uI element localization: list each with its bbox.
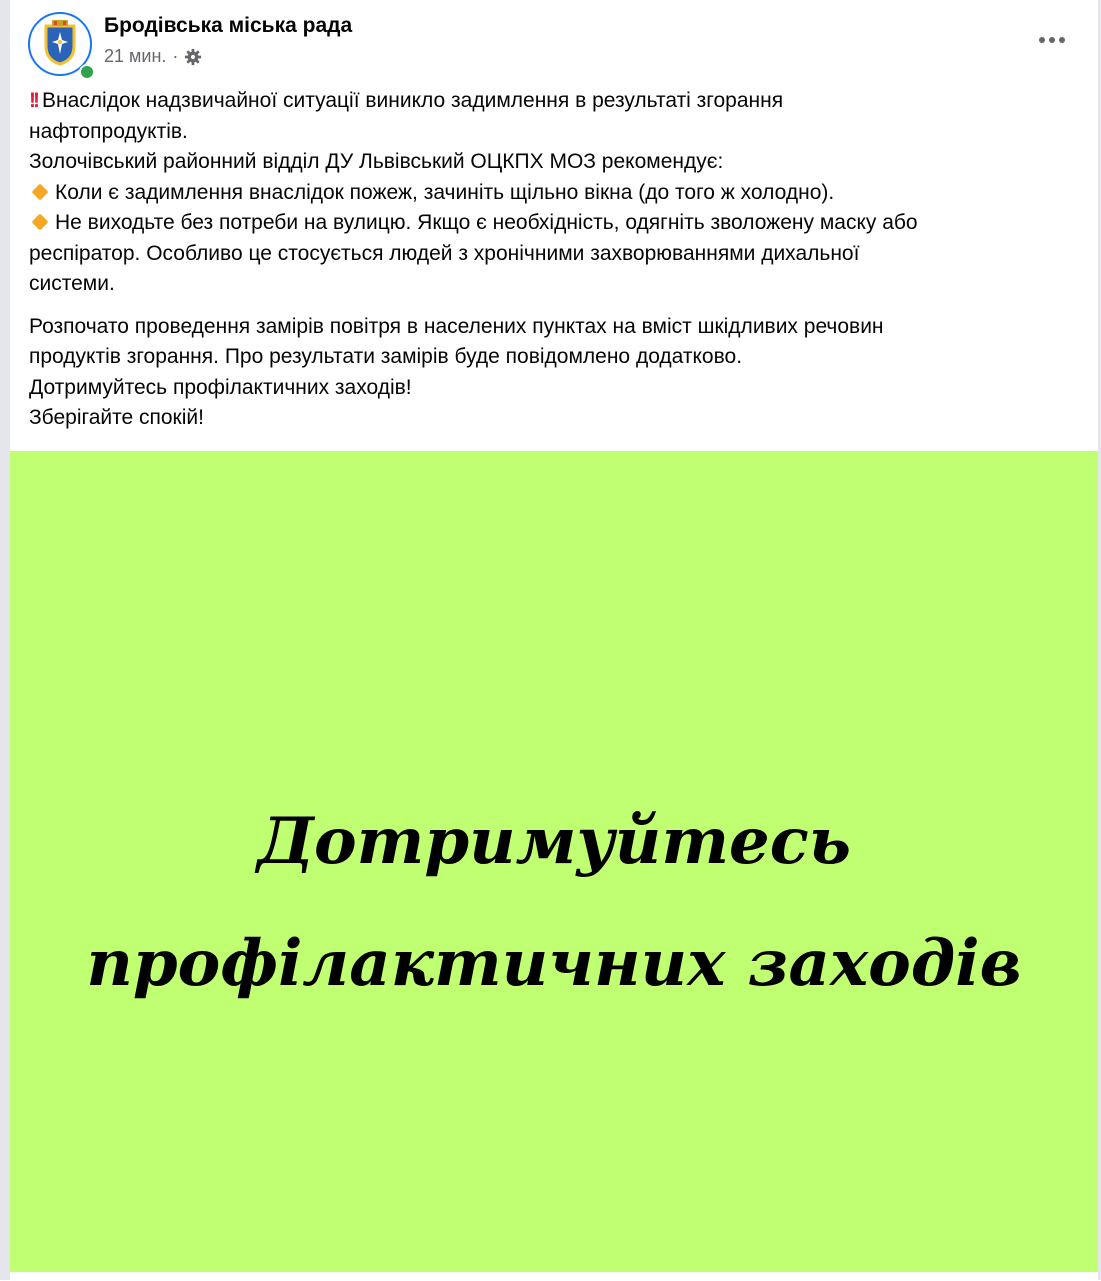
- meta-separator: ·: [172, 46, 179, 66]
- more-options-icon: [1039, 37, 1045, 43]
- text-line: Дотримуйтесь профілактичних заходів!: [29, 375, 412, 399]
- text-line: [29, 86, 1079, 117]
- text-line: Золочівський районний відділ ДУ Львівський ОЦКПХ МОЗ рекомендує:: [29, 150, 724, 173]
- page-avatar[interactable]: [28, 12, 92, 76]
- post-body-text: [29, 86, 1079, 434]
- text-line-content: Не виходьте без потреби на вулицю. Якщо є необхідність, одягніть зволожену маску або: [55, 211, 918, 234]
- text-line: Розпочато проведення замірів повітря в населених пунктах на вміст шкідливих речовин: [29, 314, 884, 338]
- more-options-dot: [1049, 37, 1055, 43]
- image-caption: [10, 781, 1098, 1025]
- text-line: системи.: [29, 272, 115, 295]
- post-paragraph-1: [29, 86, 1079, 300]
- text-line-content: Внаслідок надзвичайної ситуації виникло задимлення в результаті згорання: [42, 89, 784, 112]
- text-line: [29, 208, 1079, 239]
- more-options-dot: [1059, 37, 1065, 43]
- facebook-post: [10, 0, 1098, 1280]
- double-exclamation-icon: !!: [29, 89, 37, 112]
- post-image[interactable]: [10, 451, 1098, 1271]
- post-timestamp[interactable]: 21 мин.: [104, 46, 167, 66]
- text-line: [29, 178, 1079, 209]
- orange-diamond-icon: [32, 214, 49, 231]
- post-header: [10, 0, 1098, 84]
- text-line-content: Коли є задимлення внаслідок пожеж, зачиніть щільно вікна (до того ж холодно).: [55, 180, 835, 204]
- text-line: нафтопродуктів.: [29, 119, 188, 143]
- more-options-button[interactable]: [1036, 26, 1068, 54]
- text-line: респіратор. Особливо це стосується людей з хронічними захворюваннями дихальної: [29, 241, 860, 265]
- text-line: продуктів згорання. Про результати замірів буде повідомлено додатково.: [29, 345, 743, 368]
- page-name-link[interactable]: Бродівська міська рада: [104, 14, 353, 37]
- orange-diamond-icon: [32, 183, 49, 200]
- gear-icon[interactable]: [184, 48, 202, 66]
- online-status-dot: [79, 64, 95, 80]
- text-line: Зберігайте спокій!: [29, 406, 204, 429]
- coat-of-arms-icon: [40, 20, 80, 66]
- image-caption-line-1: Дотримуйтесь: [257, 804, 851, 879]
- post-meta: [104, 46, 202, 67]
- image-caption-line-2: профілактичних заходів: [86, 926, 1022, 1001]
- post-paragraph-2: [29, 312, 1079, 434]
